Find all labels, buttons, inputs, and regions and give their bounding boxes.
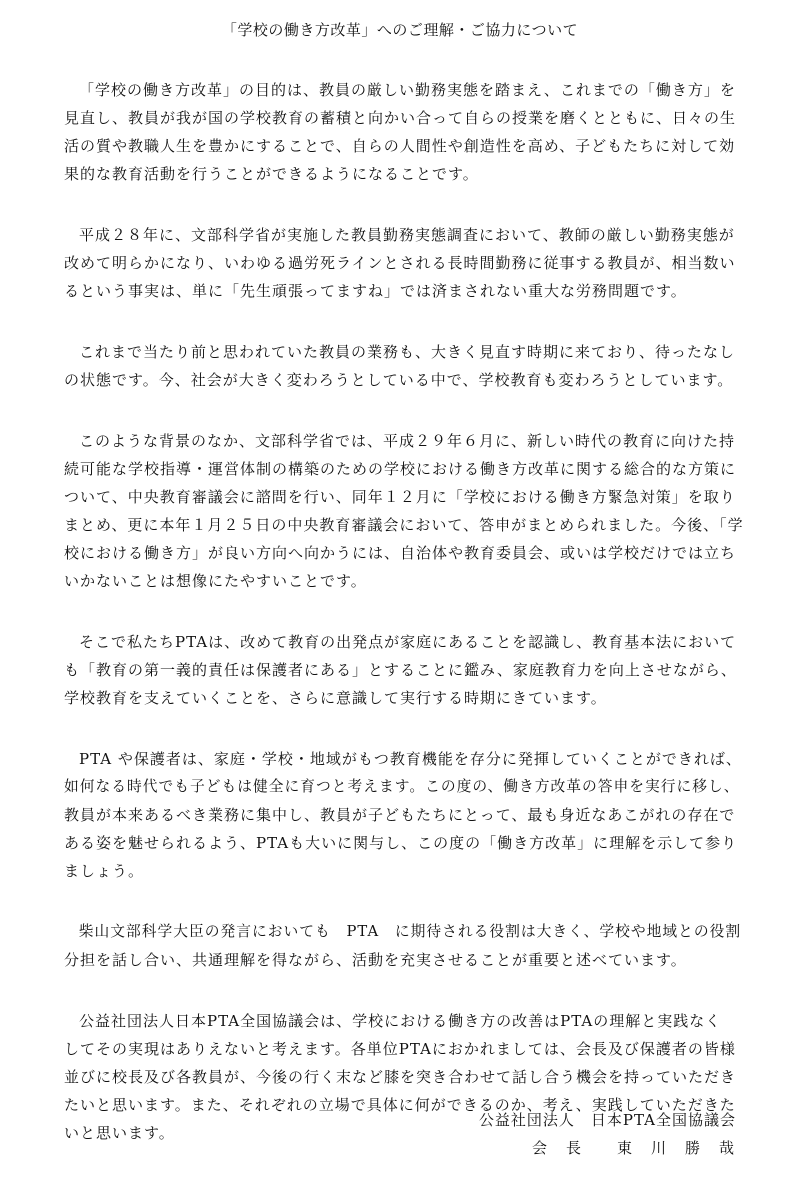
paragraph-line: いと思います。	[64, 1124, 175, 1142]
paragraph-line: そこで私たちPTAは、改めて教育の出発点が家庭にあることを認識し、教育基本法において	[79, 633, 737, 651]
signature-block	[479, 1106, 736, 1162]
paragraph-2	[64, 221, 744, 305]
paragraph-7	[64, 918, 744, 974]
paragraph-line: るという事実は、単に「先生頑張ってますね」では済まされない重大な労務問題です。	[64, 282, 687, 300]
paragraph-line: 見直し、教員が我が国の学校教育の蓄積と向かい合って自らの授業を磨くとともに、日々の生	[64, 109, 737, 127]
paragraph-line: 公益社団法人日本PTA全国協議会は、学校における働き方の改善はPTAの理解と実践なく	[79, 1012, 722, 1030]
paragraph-1	[64, 76, 744, 188]
paragraph-line: まとめ、更に本年１月２５日の中央教育審議会において、答申がまとめられました。今後、「学	[64, 516, 744, 534]
paragraph-6	[64, 745, 744, 885]
paragraph-line: これまで当たり前と思われていた教員の業務も、大きく見直す時期に来ており、待ったなし	[79, 343, 736, 361]
paragraph-5	[64, 628, 744, 712]
signature-person: 会 長 東 川 勝 哉	[531, 1139, 736, 1157]
paragraph-line: 如何なる時代でも子どもは健全に育つと考えます。この度の、働き方改革の答申を実行に移し、	[64, 778, 740, 795]
paragraph-line: の状態です。今、社会が大きく変わろうとしている中で、学校教育も変わろうとしています。	[64, 371, 734, 389]
paragraph-line: ましょう。	[64, 862, 145, 880]
paragraph-line: 分担を話し合い、共通理解を得ながら、活動を充実させることが重要と述べています。	[64, 951, 687, 969]
paragraph-line: も「教育の第一義的責任は保護者にある」とすることに鑑み、家庭教育力を向上させながら、	[64, 661, 737, 679]
paragraph-3	[64, 338, 744, 394]
document-title: 「学校の働き方改革」へのご理解・ご協力について	[221, 21, 579, 39]
signature-organization: 公益社団法人 日本PTA全国協議会	[478, 1111, 736, 1129]
paragraph-line: 活の質や教職人生を豊かにすることで、自らの人間性や創造性を高め、子どもたちに対して効	[64, 137, 736, 155]
paragraph-line: 続可能な学校指導・運営体制の構築のための学校における働き方改革に関する総合的な方策に	[64, 460, 737, 478]
paragraph-line: 平成２８年に、文部科学省が実施した教員勤務実態調査において、教師の厳しい勤務実態が	[79, 226, 735, 244]
paragraph-line: 柴山文部科学大臣の発言においても PTA に期待される役割は大きく、学校や地域との役割	[78, 923, 742, 940]
paragraph-line: 校における働き方」が良い方向へ向かうには、自治体や教育委員会、或いは学校だけでは立ち	[64, 544, 737, 562]
paragraph-line: たいと思います。また、それぞれの立場で具体に何ができるのか、考え、実践していただきた	[64, 1096, 736, 1114]
document-body	[64, 76, 744, 1180]
paragraph-line: 果的な教育活動を行うことができるようになることです。	[64, 165, 479, 183]
paragraph-line: 「学校の働き方改革」の目的は、教員の厳しい勤務実態を踏まえ、これまでの「働き方」を	[79, 81, 736, 99]
paragraph-line: ある姿を魅せられるよう、PTAも大いに関与し、この度の「働き方改革」に理解を示して参り	[64, 834, 738, 852]
paragraph-line: ついて、中央教育審議会に諮問を行い、同年１２月に「学校における働き方緊急対策」を取り	[64, 488, 736, 506]
paragraph-4	[64, 427, 744, 595]
paragraph-line: PTA や保護者は、家庭・学校・地域がもつ教育機能を存分に発揮していくことができれば、	[79, 750, 742, 768]
paragraph-line: 改めて明らかになり、いわゆる過労死ラインとされる長時間勤務に従事する教員が、相当数い	[64, 254, 736, 272]
paragraph-line: してその実現はありえないと考えます。各単位PTAにおかれましては、会長及び保護者の皆様	[64, 1040, 736, 1058]
paragraph-line: 教員が本来あるべき業務に集中し、教員が子どもたちにとって、最も身近なあこがれの存在で	[64, 806, 736, 824]
paragraph-line: 並びに校長及び各教員が、今後の行く末など膝を突き合わせて話し合う機会を持っていただき	[64, 1068, 737, 1086]
paragraph-line: 学校教育を支えていくことを、さらに意識して実行する時期にきています。	[64, 689, 607, 707]
paragraph-line: このような背景のなか、文部科学省では、平成２９年６月に、新しい時代の教育に向けた持	[79, 432, 736, 450]
paragraph-line: いかないことは想像にたやすいことです。	[64, 572, 367, 590]
